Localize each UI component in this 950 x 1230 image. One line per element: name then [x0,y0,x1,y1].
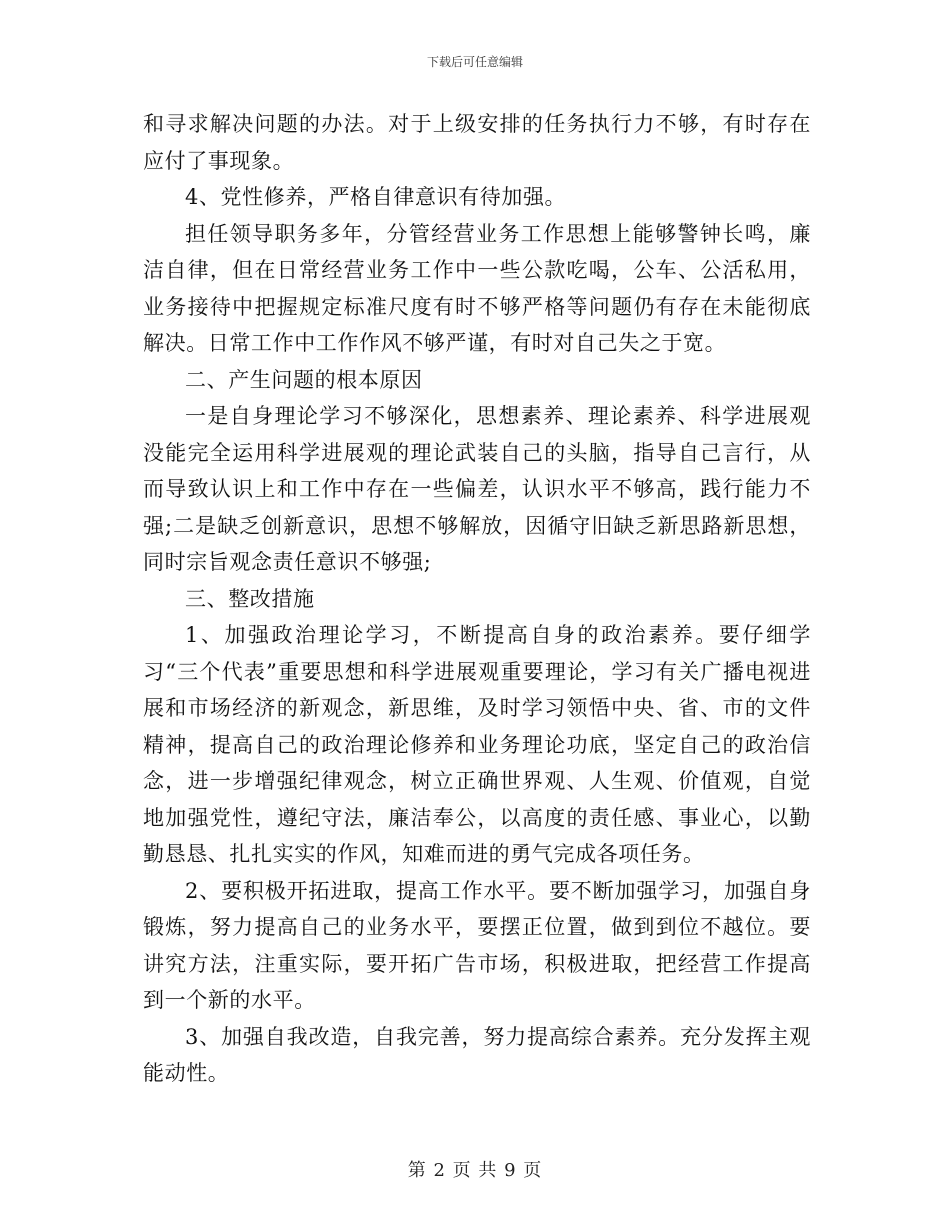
body-text [143,106,811,1092]
paragraph: 3、加强自我改造，自我完善，努力提高综合素养。充分发挥主观能动性。 [143,1024,811,1085]
section-heading: 二、产生问题的根本原因 [185,367,423,392]
paragraph: 一是自身理论学习不够深化，思想素养、理论素养、科学进展观没能完全运用科学进展观的理论武装自己的头脑，指导自己言行，从而导致认识上和工作中存在一些偏差，认识水平不够高，践行能力不强;二是缺乏创新意识，思想不够解放，因循守旧缺乏新思路新思想，同时宗旨观念责任意识不够强; [143,404,811,574]
paragraph: 1、加强政治理论学习，不断提高自身的政治素养。要仔细学习“三个代表”重要思想和科学进展观重要理论，学习有关广播电视进展和市场经济的新观念，新思维，及时学习领悟中央、省、市的文件精神，提高自己的政治理论修养和业务理论功底，坚定自己的政治信念，进一步增强纪律观念，树立正确世界观、人生观、价值观，自觉地加强党性，遵纪守法，廉洁奉公，以高度的责任感、事业心，以勤勤恳恳、扎扎实实的作风，知难而进的勇气完成各项任务。 [143,623,811,866]
paragraph: 担任领导职务多年，分管经营业务工作思想上能够警钟长鸣，廉洁自律，但在日常经营业务工作中一些公款吃喝，公车、公活私用，业务接待中把握规定标准尺度有时不够严格等问题仍有存在未能彻底解决。日常工作中工作作风不够严谨，有时对自己失之于宽。 [143,221,811,355]
paragraph: 和寻求解决问题的办法。对于上级安排的任务执行力不够，有时存在应付了事现象。 [143,112,811,173]
paragraph: 4、党性修养，严格自律意识有待加强。 [185,185,567,209]
paragraph: 2、要积极开拓进取，提高工作水平。要不断加强学习，加强自身锻炼，努力提高自己的业务水平，要摆正位置，做到到位不越位。要讲究方法，注重实际，要开拓广告市场，积极进取，把经营工作提高到一个新的水平。 [143,878,811,1012]
page-header: 下载后可任意编辑 [426,55,523,69]
page-number-footer: 第 2 页 共 9 页 [407,1160,543,1181]
section-heading: 三、整改措施 [185,586,315,611]
